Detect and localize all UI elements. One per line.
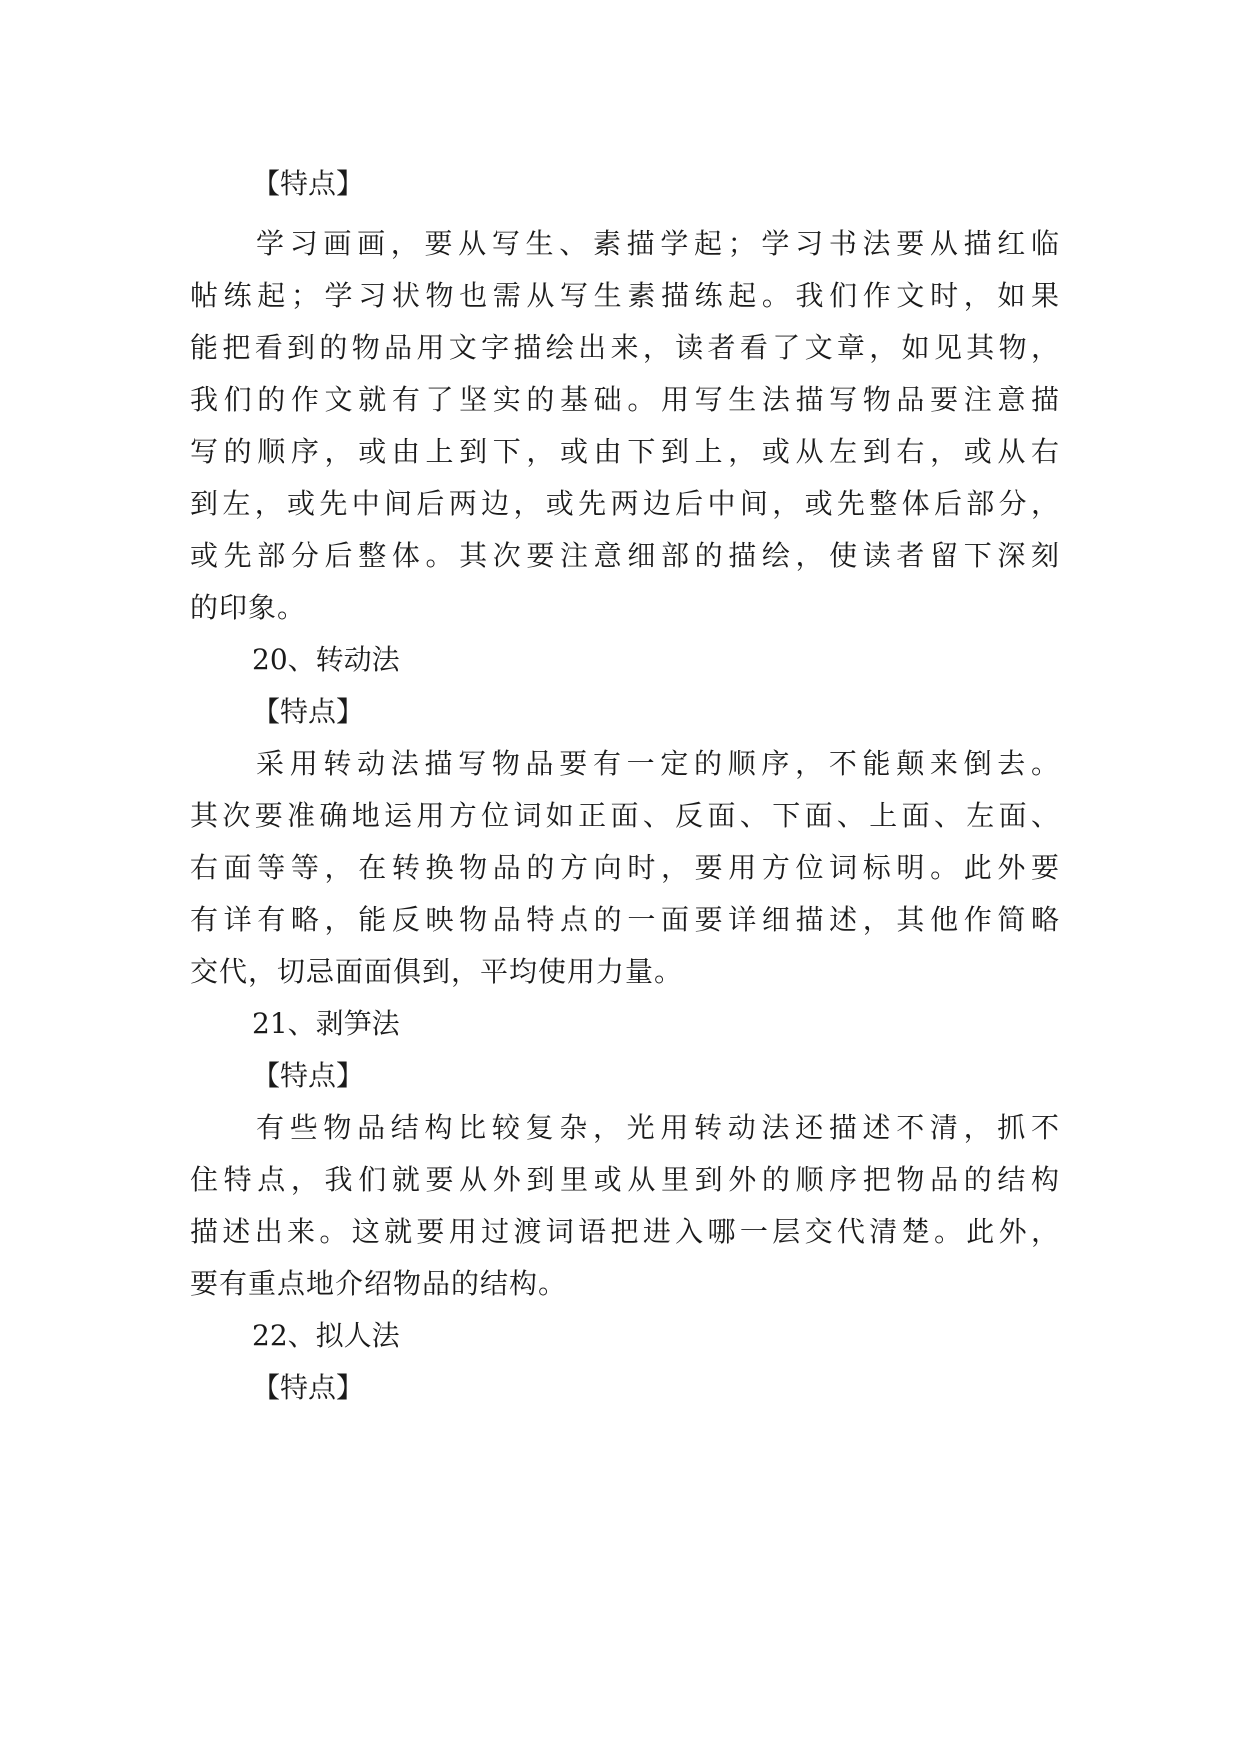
paragraph-line: 的印象。 <box>190 591 307 624</box>
paragraph-line: 交代，切忌面面俱到，平均使用力量。 <box>190 955 684 988</box>
section-title-20: 20、转动法 <box>252 643 400 676</box>
paragraph-line: 到左，或先中间后两边，或先两边后中间，或先整体后部分， <box>190 487 1060 520</box>
section-heading-features: 【特点】 <box>252 695 365 728</box>
paragraph-line: 或先部分后整体。其次要注意细部的描绘，使读者留下深刻 <box>190 539 1060 572</box>
paragraph-line: 右面等等，在转换物品的方向时，要用方位词标明。此外要 <box>190 851 1060 884</box>
section-heading-features: 【特点】 <box>252 1059 365 1092</box>
paragraph-line: 采用转动法描写物品要有一定的顺序，不能颠来倒去。 <box>256 747 1060 780</box>
paragraph-line: 有些物品结构比较复杂，光用转动法还描述不清，抓不 <box>256 1111 1060 1144</box>
paragraph-line: 描述出来。这就要用过渡词语把进入哪一层交代清楚。此外， <box>190 1215 1060 1248</box>
paragraph-line: 帖练起；学习状物也需从写生素描练起。我们作文时，如果 <box>190 279 1060 312</box>
paragraph-line: 写的顺序，或由上到下，或由下到上，或从左到右，或从右 <box>190 435 1060 468</box>
paragraph-line: 要有重点地介绍物品的结构。 <box>190 1267 568 1300</box>
section-title-22: 22、拟人法 <box>252 1319 400 1352</box>
paragraph-line: 其次要准确地运用方位词如正面、反面、下面、上面、左面、 <box>190 799 1060 832</box>
paragraph-line: 我们的作文就有了坚实的基础。用写生法描写物品要注意描 <box>190 383 1060 416</box>
section-heading-features: 【特点】 <box>252 1371 365 1404</box>
section-title-21: 21、剥笋法 <box>252 1007 400 1040</box>
section-heading-features: 【特点】 <box>252 167 365 200</box>
paragraph-line: 学习画画，要从写生、素描学起；学习书法要从描红临 <box>256 227 1060 260</box>
paragraph-line: 能把看到的物品用文字描绘出来，读者看了文章，如见其物， <box>190 331 1060 364</box>
paragraph-line: 有详有略，能反映物品特点的一面要详细描述，其他作简略 <box>190 903 1060 936</box>
paragraph-line: 住特点，我们就要从外到里或从里到外的顺序把物品的结构 <box>190 1163 1060 1196</box>
